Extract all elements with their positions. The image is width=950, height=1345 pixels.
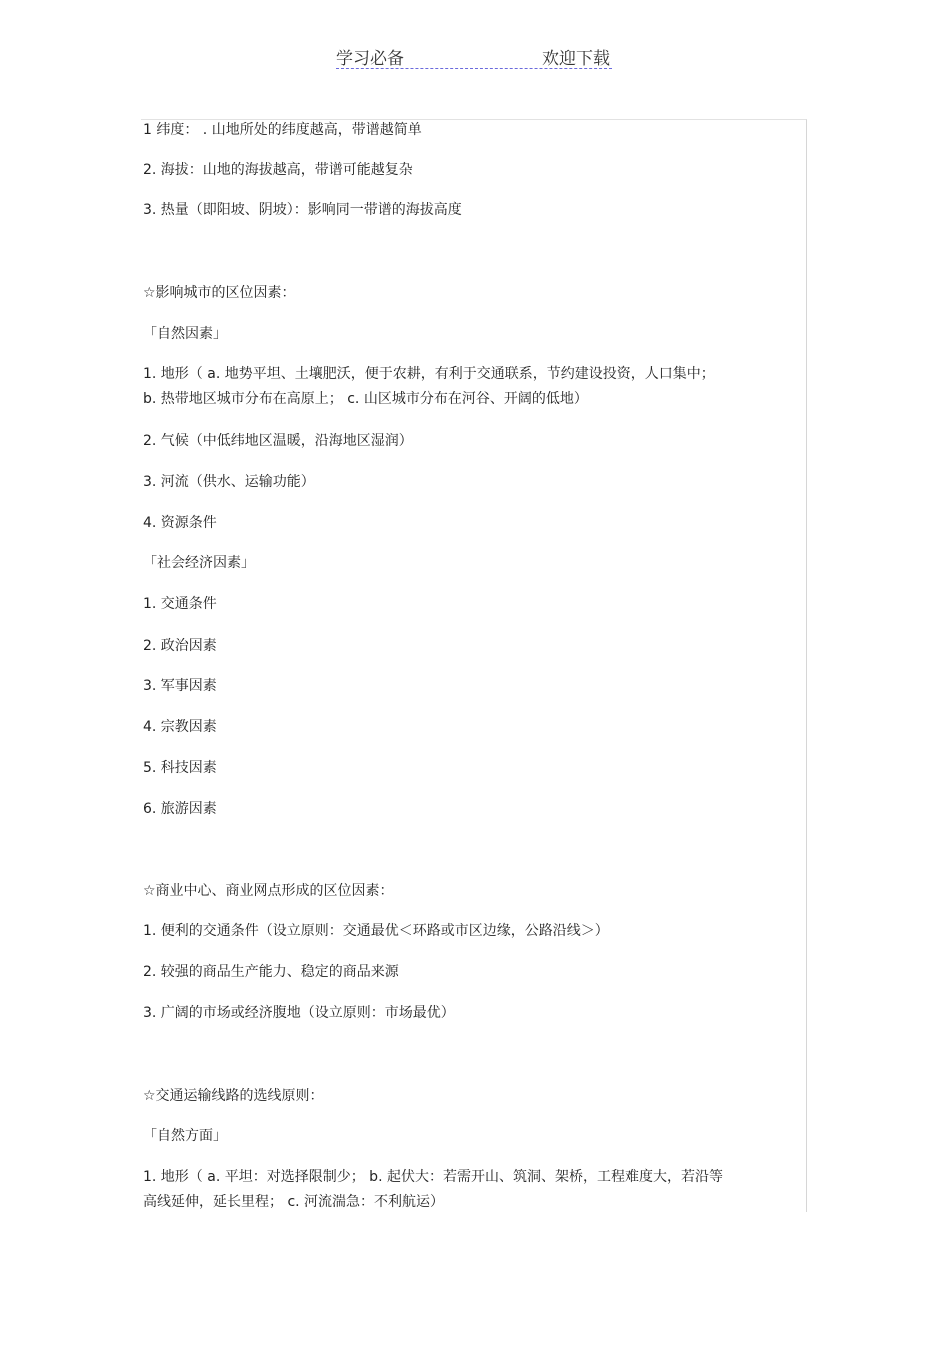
- text-line: 3. 军事因素: [143, 678, 217, 694]
- text-line: 4. 宗教因素: [143, 719, 217, 735]
- content-frame: [141, 119, 807, 1212]
- subsection-heading: 「社会经济因素」: [143, 555, 255, 571]
- text-line: 2. 政治因素: [143, 638, 217, 654]
- text-line: 2. 海拔：山地的海拔越高，带谱可能越复杂: [143, 162, 413, 178]
- text-line: 1. 交通条件: [143, 596, 217, 612]
- section-heading: ☆商业中心、商业网点形成的区位因素：: [143, 883, 394, 899]
- text-line: 2. 气候（中低纬地区温暖，沿海地区湿润）: [143, 433, 413, 449]
- text-line: 6. 旅游因素: [143, 801, 217, 817]
- text-line: 5. 科技因素: [143, 760, 217, 776]
- text-line: 1. 便利的交通条件（设立原则：交通最优＜环路或市区边缘，公路沿线＞）: [143, 923, 609, 939]
- page-header: [336, 42, 612, 69]
- header-left-text: 学习必备: [336, 49, 404, 69]
- text-line: 3. 广阔的市场或经济腹地（设立原则：市场最优）: [143, 1005, 455, 1021]
- section-heading: ☆交通运输线路的选线原则：: [143, 1088, 324, 1104]
- text-line: 高线延伸，延长里程； c. 河流湍急：不利航运）: [143, 1194, 445, 1210]
- text-line: b. 热带地区城市分布在高原上； c. 山区城市分布在河谷、开阔的低地）: [143, 391, 588, 407]
- text-line: 3. 热量（即阳坡、阴坡）：影响同一带谱的海拔高度: [143, 202, 462, 218]
- text-line: 1. 地形（ a. 平坦：对选择限制少； b. 起伏大：若需开山、筑洞、架桥，工程难度大，若沿等: [143, 1169, 723, 1185]
- header-right-text: 欢迎下载: [542, 49, 610, 69]
- text-line: 3. 河流（供水、运输功能）: [143, 474, 315, 490]
- subsection-heading: 「自然因素」: [143, 326, 227, 342]
- text-line: 4. 资源条件: [143, 515, 217, 531]
- text-line: 1. 地形（ a. 地势平坦、土壤肥沃，便于农耕，有利于交通联系，节约建设投资，人口集中；: [143, 366, 715, 382]
- section-heading: ☆影响城市的区位因素：: [143, 285, 296, 301]
- subsection-heading: 「自然方面」: [143, 1128, 227, 1144]
- text-line: 2. 较强的商品生产能力、稳定的商品来源: [143, 964, 399, 980]
- text-line: 1 纬度： . 山地所处的纬度越高，带谱越简单: [143, 122, 422, 138]
